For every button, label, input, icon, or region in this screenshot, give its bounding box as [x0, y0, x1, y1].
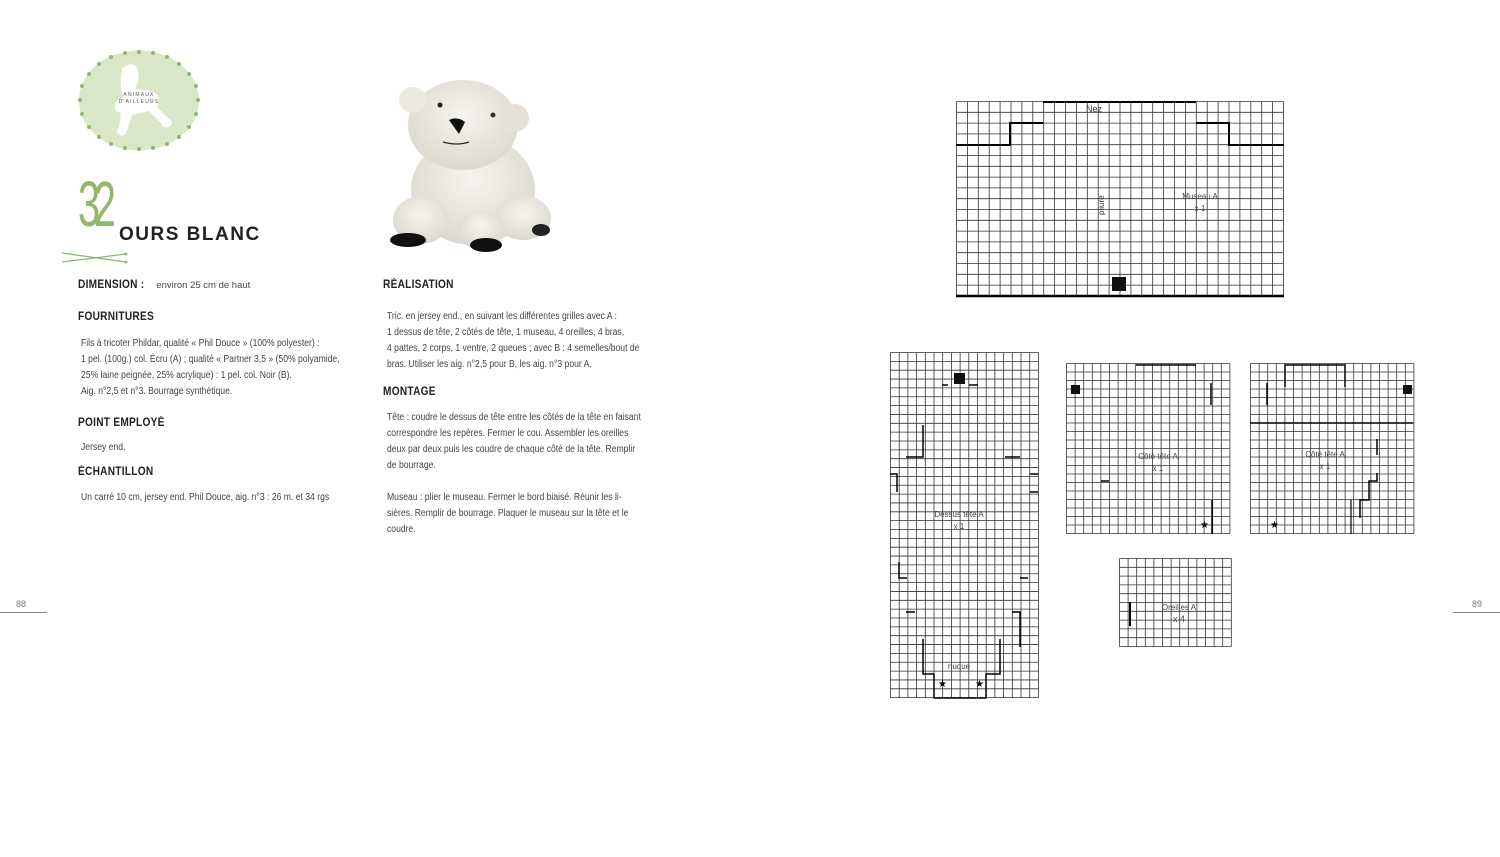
category-badge [77, 49, 201, 152]
museau-line: coudre. [387, 524, 416, 535]
left-column [78, 277, 378, 506]
badge-line2: D'AILLEURS [118, 99, 160, 105]
echantillon-value: Un carré 10 cm, jersey end. Phil Douce, aig. n°3 : 26 m. et 34 rgs [81, 492, 330, 503]
fournitures-line: Fils à tricoter Phildar, qualité « Phil Douce » (100% polyester) : [81, 338, 320, 349]
star-marker-icon: ★ [1270, 520, 1279, 531]
cote-tete-chart-2 [1250, 363, 1415, 535]
museau-name: Museau A [1182, 192, 1218, 201]
right-column [383, 277, 678, 538]
star-marker-icon: ★ [1200, 520, 1209, 531]
museau-count: x 1 [1194, 204, 1206, 213]
realisation-line: 1 dessus de tête, 2 côtés de tête, 1 museau, 4 oreilles, 4 bras, [387, 327, 625, 338]
oreilles-chart [1119, 558, 1232, 648]
cote1-name: Côté tête A [1138, 452, 1178, 461]
page-rule-right [1453, 612, 1500, 613]
tete-line: de bourrage. [387, 460, 436, 471]
realisation-heading: RÉALISATION [383, 279, 454, 291]
museau-line: Museau : plier le museau. Fermer le bord biaisé. Réunir les li- [387, 492, 622, 503]
echantillon-heading: ÉCHANTILLON [78, 466, 154, 478]
dessus-name: Dessus tête A [934, 510, 984, 519]
montage-heading: MONTAGE [383, 386, 436, 398]
cote1-count: x 1 [1152, 464, 1164, 473]
tete-line: Tête : coudre le dessus de tête entre les côtés de la tête en faisant [387, 412, 641, 423]
museau-chart [956, 101, 1286, 298]
tete-line: correspondre les repères. Fermer le cou. Assembler les oreilles [387, 428, 629, 439]
dimension-value: environ 25 cm de haut [156, 280, 251, 291]
pattern-number: 32 [78, 168, 110, 240]
point-heading: POINT EMPLOYÉ [78, 417, 165, 429]
polar-bear-photo [383, 70, 558, 252]
realisation-line: Tric. en jersey end., en suivant les différentes grilles avec A : [387, 311, 617, 322]
oreilles-count: x 4 [1172, 614, 1186, 624]
fournitures-line: 1 pel. (100g.) col. Écru (A) ; qualité « Partner 3,5 » (50% polyamide, [81, 354, 340, 365]
fournitures-line: 25% laine peignée, 25% acrylique) : 1 pel. col. Noir (B). [81, 370, 292, 381]
dessus-count: x 1 [953, 522, 965, 531]
realisation-line: 4 pattes, 2 corps, 1 ventre, 2 queues ; avec B : 4 semelles/bout de [387, 343, 640, 354]
tete-line: deux par deux puis les coudre de chaque côté de la tête. Remplir [387, 444, 636, 455]
page-number-left: 88 [16, 599, 27, 609]
star-marker-icon: ★ [975, 679, 984, 690]
page-number-right: 89 [1472, 599, 1483, 609]
cote-tete-chart-1 [1066, 363, 1231, 535]
knitting-needles-icon [60, 250, 130, 264]
nez-label: Nez [1086, 104, 1103, 114]
badge-line1: ANIMAUX [123, 92, 155, 98]
oreilles-name: Oreilles A [1161, 603, 1197, 612]
dessus-tete-chart [890, 352, 1040, 699]
dimension-label: DIMENSION : [78, 279, 145, 291]
museau-line: sières. Remplir de bourrage. Plaquer le museau sur la tête et le [387, 508, 629, 519]
fournitures-line: Aig. n°2,5 et n°3. Bourrage synthétique. [81, 386, 233, 397]
fournitures-heading: FOURNITURES [78, 311, 154, 323]
page-title: OURS BLANC [119, 224, 261, 245]
cote2-count: x 1 [1319, 462, 1331, 471]
nuque-label: nuque [947, 662, 971, 671]
star-marker-icon: ★ [938, 679, 947, 690]
point-value: Jersey end. [81, 442, 126, 453]
fold-label: pliure [1097, 195, 1106, 215]
cote2-name: Côté tête A [1305, 450, 1345, 459]
realisation-line: bras. Utiliser les aig. n°2,5 pour B, les aig. n°3 pour A. [387, 359, 592, 370]
page-rule-left [0, 612, 47, 613]
